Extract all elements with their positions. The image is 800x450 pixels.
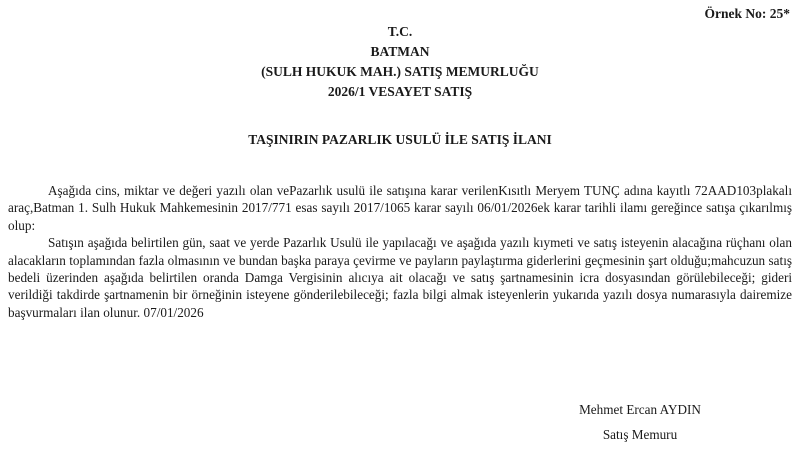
announcement-body [8,182,792,321]
header-line-file-number: 2026/1 VESAYET SATIŞ [327,84,473,99]
document-header [0,22,800,102]
paragraph-conditions: Satışın aşağıda belirtilen gün, saat ve yerde Pazarlık Usulü ile yapılacağı ve aşağıda yazılı kıymeti ve satış isteyenin alacağına rüçhanı olan alacakların toplamından fazla olmasının ve bundan başka paraya çevirme ve payların paylaştırma giderlerini geçmesinin şart olduğu;mahcuzun satış bedeli üzerinden aşağıda belirtilen oranda Damga Vergisinin alıcıya ait olacağı ve satış şartnamesinin icra dosyasından görülebileceği; gideri verildiği takdirde şartnamenin bir örneğinin isteyene gönderilebileceği; fazla bilgi almak isteyenlerin yukarıda yazılı dosya numarasıyla dairemize başvurmaları ilan olunur. 07/01/2026 [8,235,792,320]
paragraph-intro: Aşağıda cins, miktar ve değeri yazılı olan vePazarlık usulü ile satışına karar verilenKısıtlı Meryem TUNÇ adına kayıtlı 72AAD103plakalı araç,Batman 1. Sulh Hukuk Mahkemesinin 2017/771 esas sayılı 2017/1065 karar sayılı 06/01/2026ek karar tarihli ilamı gereğince satışa çıkarılmış olup: [8,183,792,233]
header-line-office: (SULH HUKUK MAH.) SATIŞ MEMURLUĞU [261,64,539,79]
announcement-title: TAŞINIRIN PAZARLIK USULÜ İLE SATIŞ İLANI [248,132,552,147]
header-line-tc: T.C. [387,24,413,39]
signatory-name: Mehmet Ercan AYDIN [579,402,701,417]
header-line-city: BATMAN [370,44,430,59]
form-number: Örnek No: 25* [704,6,790,21]
signatory-title: Satış Memuru [602,427,678,442]
